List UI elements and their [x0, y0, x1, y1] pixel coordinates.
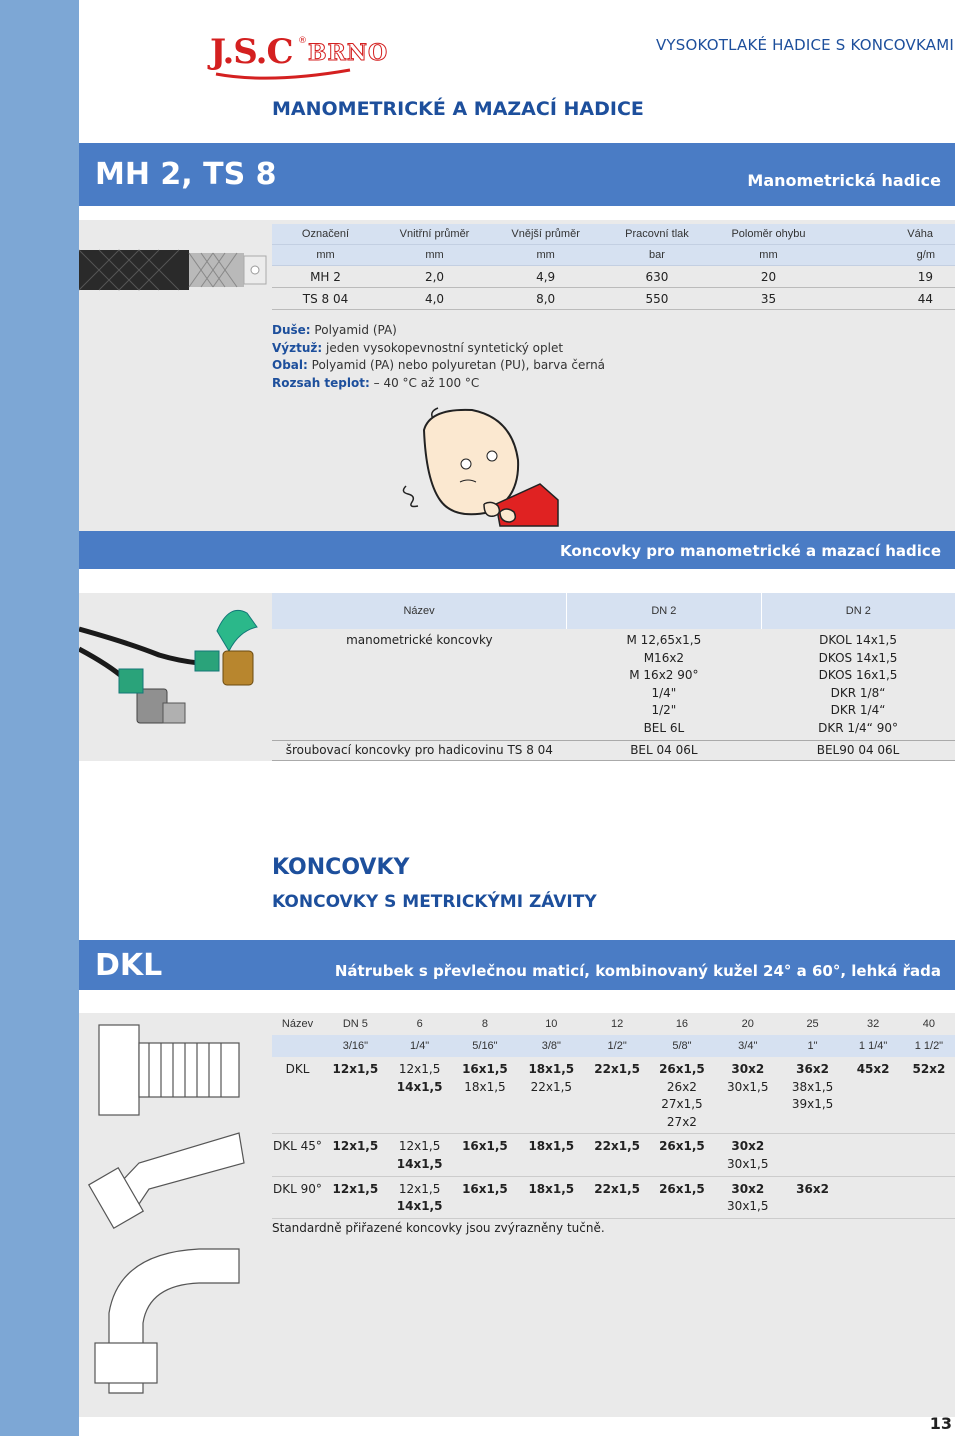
table-cell [451, 1176, 518, 1218]
koncovky-title: KONCOVKY [272, 855, 410, 880]
table-cell [323, 1057, 388, 1134]
dkl-table [272, 1013, 955, 1219]
unit-header [272, 1035, 323, 1057]
unit-header: 1 1/2" [903, 1035, 955, 1057]
cell-line: 14x1,5 [396, 1079, 443, 1094]
unit-header: 1" [782, 1035, 844, 1057]
table-cell: 4,0 [379, 288, 490, 310]
table-cell: 4,9 [490, 266, 601, 288]
cell-line: 18x1,5 [528, 1062, 575, 1076]
table-cell [584, 1134, 650, 1176]
koncovky-subtitle: KONCOVKY S METRICKÝMI ZÁVITY [272, 892, 597, 912]
cell-line: 39x1,5 [791, 1097, 834, 1112]
col-header: 20 [741, 1018, 754, 1030]
product-code: DKL [95, 948, 163, 983]
spec-label: Obal: [272, 358, 308, 372]
table-cell [714, 1176, 782, 1218]
spec-value: Polyamid (PA) [314, 323, 397, 337]
logo-registered-mark: ® [298, 36, 307, 46]
cell-line: DKR 1/4“ 90° [818, 720, 898, 735]
unit-header: 5/8" [650, 1035, 714, 1057]
spec-label: Rozsah teplot: [272, 375, 370, 390]
table-cell [567, 629, 761, 740]
cell-line: 45x2 [856, 1062, 890, 1076]
cell-line: 16x1,5 [462, 1181, 508, 1196]
col-header: Vnější průměr [490, 224, 601, 245]
table-cell [650, 1176, 714, 1218]
cell-line: DKOS 14x1,5 [818, 650, 898, 665]
spec-line [272, 375, 605, 393]
left-sidebar-band [0, 0, 79, 1436]
col-header: Poloměr ohybu [713, 224, 824, 245]
hose-table [272, 224, 955, 310]
unit-header: mm [272, 245, 379, 266]
unit-header: 1/2" [584, 1035, 650, 1057]
table-cell [518, 1176, 584, 1218]
cell-line: 22x1,5 [594, 1062, 640, 1076]
cell-line: DKOS 16x1,5 [818, 668, 898, 683]
table-cell [584, 1057, 650, 1134]
unit-header: 1 1/4" [843, 1035, 902, 1057]
col-header: 16 [675, 1018, 689, 1030]
table-cell: 44 [824, 288, 955, 310]
fittings-band-title: Koncovky pro manometrické a mazací hadice [559, 542, 941, 560]
dkl-drawings [79, 1013, 268, 1417]
table-cell: 20 [713, 266, 824, 288]
unit-header: 3/4" [714, 1035, 782, 1057]
table-cell: BEL 04 06L [567, 740, 761, 761]
cell-line: 22x1,5 [594, 1181, 640, 1196]
cell-line: 22x1,5 [530, 1079, 573, 1094]
unit-header: 5/16" [451, 1035, 518, 1057]
spec-line [272, 357, 605, 375]
col-header: DN 2 [761, 593, 955, 629]
col-header: Název [281, 1018, 314, 1030]
logo-city-text: BRNO [308, 40, 389, 66]
table-cell [518, 1134, 584, 1176]
cell-line: 26x2 [666, 1079, 697, 1094]
table-cell: MH 2 [272, 266, 379, 288]
cell-line: 30x1,5 [727, 1199, 769, 1214]
unit-header: 3/16" [323, 1035, 388, 1057]
unit-header: bar [601, 245, 713, 266]
spec-label: Duše: [272, 323, 311, 337]
gauge-fitting-icon [79, 593, 268, 761]
cell-line: 36x2 [796, 1181, 829, 1196]
header-title: VYSOKOTLAKÉ HADICE S KONCOVKAMI [655, 36, 954, 54]
cell-line: 36x2 [796, 1062, 829, 1076]
hose-specs [272, 322, 605, 392]
cell-line: DKR 1/8“ [830, 685, 886, 700]
col-header: 32 [866, 1018, 880, 1030]
table-row [272, 288, 955, 310]
cell-line: 18x1,5 [464, 1079, 506, 1094]
table-cell [843, 1176, 902, 1218]
row-name: DKL [272, 1057, 323, 1134]
product-band-dkl [79, 940, 955, 990]
row-name: DKL 90° [272, 1176, 323, 1218]
table-cell [903, 1176, 955, 1218]
company-logo [210, 30, 390, 82]
cell-line: 30x2 [731, 1181, 765, 1196]
col-header: 12 [611, 1018, 624, 1030]
table-cell: šroubovací koncovky pro hadicovinu TS 8 04 [272, 740, 567, 761]
cell-line: 27x2 [666, 1114, 697, 1129]
table-row [272, 629, 955, 740]
table-cell: 550 [601, 288, 713, 310]
table-cell [323, 1134, 388, 1176]
col-header: 6 [416, 1018, 423, 1030]
spec-label: Výztuž: [272, 340, 323, 355]
cell-line: 12x1,5 [398, 1181, 441, 1196]
fittings-image [79, 593, 268, 761]
cell-line: M16x2 [643, 650, 685, 665]
cell-line: 12x1,5 [398, 1062, 441, 1076]
unit-header: g/m [824, 245, 955, 266]
col-header: 25 [806, 1018, 819, 1030]
table-row [272, 1176, 955, 1218]
cell-line: 30x1,5 [727, 1156, 769, 1171]
unit-header: 1/4" [388, 1035, 452, 1057]
product-name: Nátrubek s převlečnou maticí, kombinovaný kužel 24° a 60°, lehká řada [334, 962, 941, 980]
product-code: MH 2, TS 8 [95, 157, 277, 192]
cell-line: 30x1,5 [727, 1079, 769, 1094]
cell-line: 14x1,5 [396, 1156, 443, 1171]
cell-line: 27x1,5 [661, 1097, 703, 1112]
spec-value: jeden vysokopevnostní syntetický oplet [325, 340, 564, 355]
spec-value: – 40 °C až 100 °C [373, 375, 480, 390]
cell-line: 22x1,5 [594, 1139, 640, 1154]
table-cell [843, 1057, 902, 1134]
cell-line: 12x1,5 [398, 1139, 441, 1154]
fitting-drawing-icon [79, 1013, 268, 1417]
table-cell: 8,0 [490, 288, 601, 310]
product-name: Manometrická hadice [747, 171, 941, 190]
fittings-table [272, 593, 955, 761]
braided-hose-icon [79, 220, 268, 318]
cell-line: 1/2" [651, 703, 677, 718]
cell-line: 16x1,5 [462, 1139, 508, 1154]
table-cell [451, 1057, 518, 1134]
table-cell [388, 1057, 452, 1134]
table-cell: BEL90 04 06L [761, 740, 955, 761]
table-cell [388, 1134, 452, 1176]
cell-line: 18x1,5 [528, 1139, 575, 1154]
table-cell [761, 629, 955, 740]
cell-line: DKR 1/4“ [830, 703, 886, 718]
col-header: DN 2 [567, 593, 761, 629]
spec-line [272, 322, 605, 340]
table-cell: 19 [824, 266, 955, 288]
spec-value: Polyamid (PA) nebo polyuretan (PU), barva černá [311, 358, 606, 372]
unit-header: mm [490, 245, 601, 266]
table-cell [903, 1134, 955, 1176]
cell-line: 1/4" [651, 685, 677, 700]
cell-line: BEL 6L [643, 720, 685, 735]
cell-line: 30x2 [731, 1062, 765, 1076]
table-cell [714, 1057, 782, 1134]
unit-header: mm [713, 245, 824, 266]
cell-line: 26x1,5 [659, 1062, 705, 1076]
col-header: 10 [545, 1018, 558, 1030]
col-header: 8 [481, 1018, 488, 1030]
table-cell: 630 [601, 266, 713, 288]
hose-image [79, 220, 268, 318]
table-cell [782, 1176, 844, 1218]
table-cell: manometrické koncovky [346, 633, 493, 647]
col-header: Pracovní tlak [601, 224, 713, 245]
table-cell [782, 1057, 844, 1134]
col-header: DN 5 [342, 1018, 368, 1030]
table-cell: 35 [713, 288, 824, 310]
table-cell [518, 1057, 584, 1134]
footnote: Standardně přiřazené koncovky jsou zvýrazněny tučně. [272, 1221, 605, 1235]
table-row [272, 1057, 955, 1134]
cell-line: 12x1,5 [332, 1181, 379, 1196]
table-cell [714, 1134, 782, 1176]
col-header: Označení [272, 224, 379, 245]
cell-line: 52x2 [912, 1062, 946, 1076]
unit-header: 3/8" [518, 1035, 584, 1057]
table-row [272, 1134, 955, 1176]
cell-line: 26x1,5 [659, 1139, 705, 1154]
cell-line: DKOL 14x1,5 [819, 633, 897, 647]
cell-line: M 16x2 90° [629, 668, 699, 683]
table-cell [903, 1057, 955, 1134]
cell-line: 26x1,5 [659, 1181, 705, 1196]
section-title: MANOMETRICKÉ A MAZACÍ HADICE [272, 98, 644, 120]
col-header: Váha [824, 224, 955, 245]
unit-header: mm [379, 245, 490, 266]
row-name: DKL 45° [272, 1134, 323, 1176]
col-header: Vnitřní průměr [379, 224, 490, 245]
cell-line: M 12,65x1,5 [626, 633, 702, 647]
table-cell [584, 1176, 650, 1218]
cell-line: 18x1,5 [528, 1181, 575, 1196]
table-cell [323, 1176, 388, 1218]
page-number: 13 [929, 1414, 952, 1433]
table-cell [843, 1134, 902, 1176]
table-cell [650, 1134, 714, 1176]
cell-line: 30x2 [731, 1139, 765, 1154]
table-cell [388, 1176, 452, 1218]
table-cell [782, 1134, 844, 1176]
product-band-mh2 [79, 143, 955, 206]
table-cell: TS 8 04 [272, 288, 379, 310]
cell-line: 38x1,5 [791, 1079, 834, 1094]
table-row [272, 266, 955, 288]
cell-line: 12x1,5 [332, 1062, 379, 1076]
col-header: 40 [922, 1018, 936, 1030]
logo-main-text: J.S.C [210, 32, 293, 72]
table-cell [451, 1134, 518, 1176]
cell-line: 12x1,5 [332, 1139, 379, 1154]
fittings-band [79, 531, 955, 569]
table-cell [650, 1057, 714, 1134]
cell-line: 16x1,5 [462, 1062, 508, 1076]
cell-line: 14x1,5 [396, 1199, 443, 1214]
table-row [272, 740, 955, 761]
spec-line [272, 340, 605, 358]
col-header: Název [272, 593, 567, 629]
table-cell: 2,0 [379, 266, 490, 288]
cartoon-character-icon [400, 400, 560, 530]
